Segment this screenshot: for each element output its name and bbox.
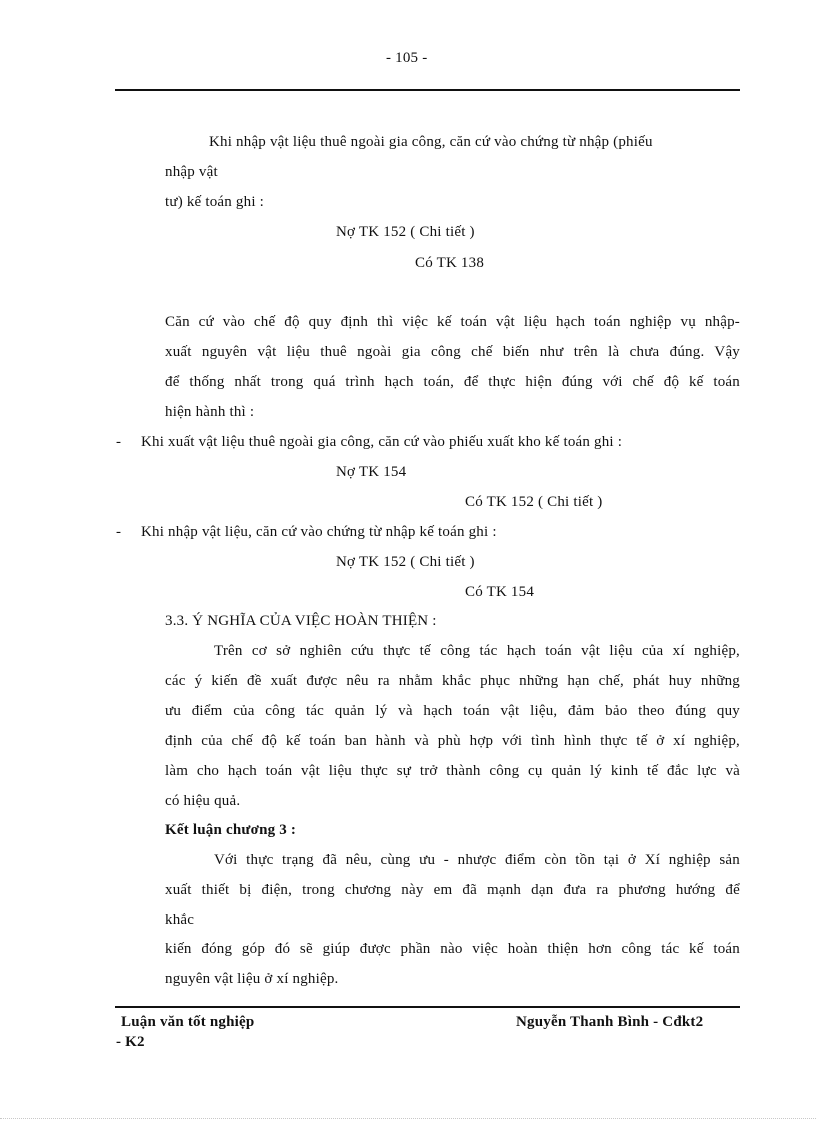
entry-3-debit: Nợ TK 152 ( Chi tiết ) xyxy=(336,554,475,570)
conclusion-heading: Kết luận chương 3 : xyxy=(165,822,297,838)
page-number: - 105 - xyxy=(386,50,428,66)
paragraph-3-line: ưu điểm của công tác quản lý và hạch toán vật liệu, đảm bảo theo đúng quy xyxy=(165,703,740,719)
paragraph-3-line: các ý kiến đề xuất được nêu ra nhằm khắc phục những hạn chế, phát huy những xyxy=(165,673,740,689)
paragraph-3-line: làm cho hạch toán vật liệu thực sự trở thành công cụ quản lý kinh tế đắc lực và xyxy=(165,763,740,779)
paragraph-2-line: hiện hành thì : xyxy=(165,404,255,420)
entry-1-credit: Có TK 138 xyxy=(415,255,485,271)
paragraph-2-line: để thống nhất trong quá trình hạch toán, để thực hiện đúng với chế độ kế toán xyxy=(165,374,740,390)
section-heading: 3.3. Ý NGHĨA CỦA VIỆC HOÀN THIỆN : xyxy=(165,613,437,629)
footer-left: Luận văn tốt nghiệp xyxy=(121,1014,255,1030)
paragraph-4-line: xuất thiết bị điện, trong chương này em đã mạnh dạn đưa ra phương hướng để xyxy=(165,882,740,898)
paragraph-3-line: định của chế độ kế toán ban hành và phù hợp với tình hình thực tế ở xí nghiệp, xyxy=(165,733,740,749)
paragraph-1-line: nhập vật xyxy=(165,164,218,180)
paragraph-4-line: nguyên vật liệu ở xí nghiệp. xyxy=(165,971,339,987)
paragraph-4-line: Với thực trạng đã nêu, cùng ưu - nhược điểm còn tồn tại ở Xí nghiệp sản xyxy=(214,852,740,868)
header-rule xyxy=(115,89,740,91)
paragraph-3-line: Trên cơ sở nghiên cứu thực tế công tác hạch toán vật liệu của xí nghiệp, xyxy=(214,643,740,659)
bullet-2-text: Khi nhập vật liệu, căn cứ vào chứng từ nhập kế toán ghi : xyxy=(141,524,497,540)
entry-2-credit: Có TK 152 ( Chi tiết ) xyxy=(465,494,603,510)
paragraph-1-line: Khi nhập vật liệu thuê ngoài gia công, căn cứ vào chứng từ nhập (phiếu xyxy=(209,134,653,150)
bullet-dash: - xyxy=(116,524,122,540)
entry-1-debit: Nợ TK 152 ( Chi tiết ) xyxy=(336,224,475,240)
entry-3-credit: Có TK 154 xyxy=(465,584,535,600)
paragraph-1-line: tư) kế toán ghi : xyxy=(165,194,265,210)
paragraph-3-line: có hiệu quả. xyxy=(165,793,241,809)
paragraph-2-line: Căn cứ vào chế độ quy định thì việc kế toán vật liệu hạch toán nghiệp vụ nhập- xyxy=(165,314,740,330)
bullet-dash: - xyxy=(116,434,122,450)
paragraph-4-line: kiến đóng góp đó sẽ giúp được phần nào việc hoàn thiện hơn công tác kế toán xyxy=(165,941,740,957)
paragraph-2-line: xuất nguyên vật liệu thuê ngoài gia công chế biến như trên là chưa đúng. Vậy xyxy=(165,344,740,360)
footer-rule xyxy=(115,1006,740,1008)
footer-wrap: - K2 xyxy=(116,1034,145,1050)
footer-right: Nguyễn Thanh Bình - Cđkt2 xyxy=(516,1014,704,1030)
paragraph-4-line: khắc xyxy=(165,912,195,928)
bullet-1-text: Khi xuất vật liệu thuê ngoài gia công, căn cứ vào phiếu xuất kho kế toán ghi : xyxy=(141,434,623,450)
page-bottom-dotted-border xyxy=(0,1118,816,1119)
entry-2-debit: Nợ TK 154 xyxy=(336,464,407,480)
